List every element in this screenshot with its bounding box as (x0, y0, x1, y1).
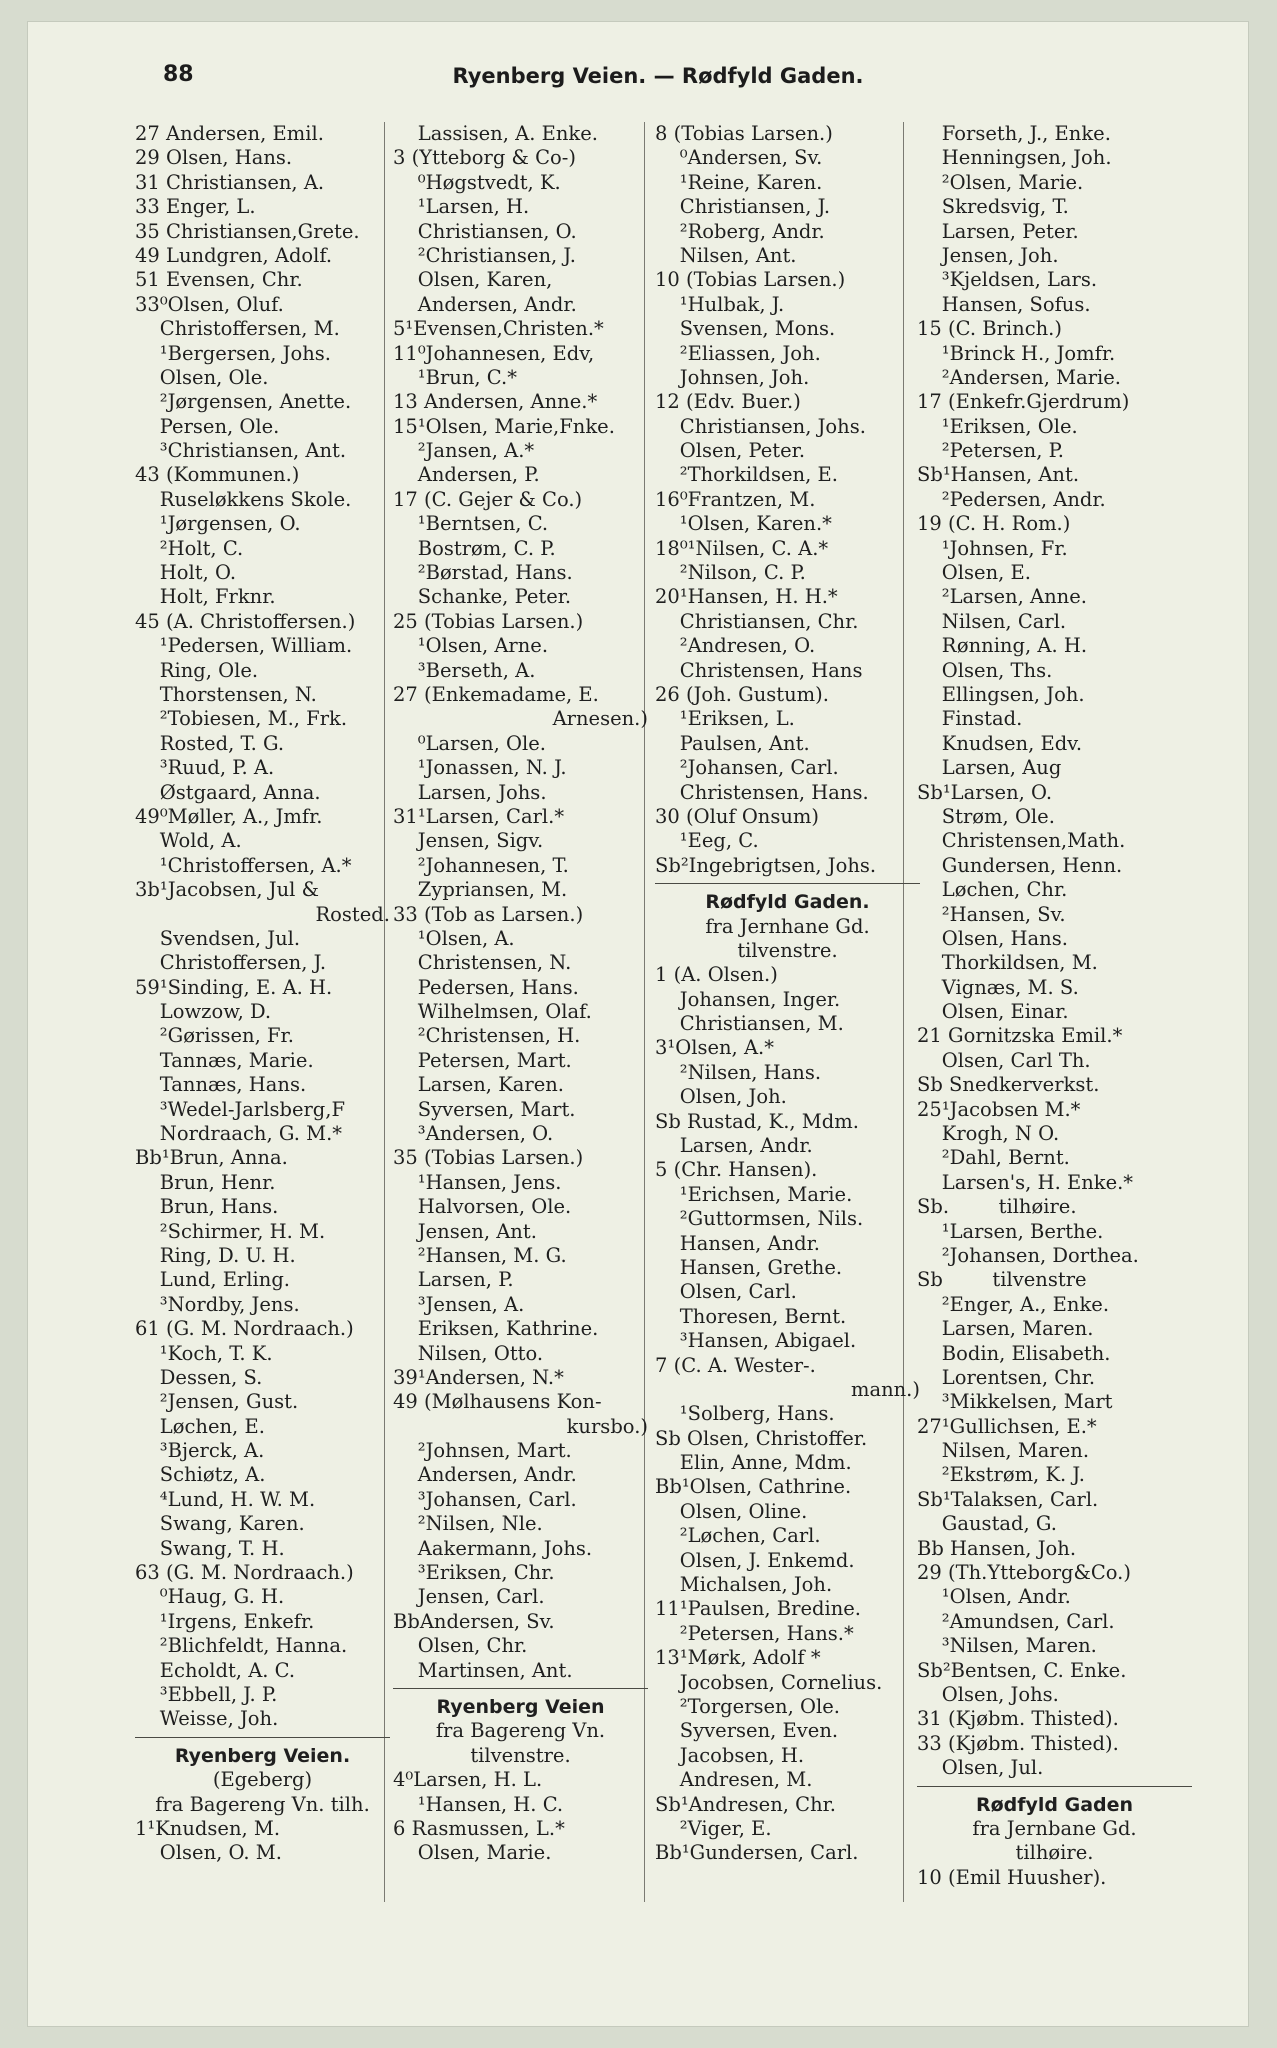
directory-entry: ²Petersen, Hans.* (655, 1621, 854, 1645)
directory-entry: Jensen, Carl. (393, 1585, 545, 1609)
running-title: Ryenberg Veien. — Rødfyld Gaden. (452, 64, 864, 88)
directory-entry: Thoresen, Bernt. (655, 1304, 847, 1328)
directory-entry: Andresen, M. (655, 1768, 813, 1792)
directory-entry: ³Ruud, P. A. (135, 756, 275, 780)
directory-entry: Brun, Henr. (135, 1170, 276, 1194)
directory-entry: Hansen, Grethe. (655, 1255, 843, 1279)
directory-entry: Bb¹Olsen, Cathrine. (655, 1475, 852, 1499)
directory-entry: 4⁰Larsen, H. L. (393, 1768, 543, 1792)
directory-entry: ²Petersen, P. (917, 439, 1064, 463)
directory-entry: ³Berseth, A. (393, 658, 536, 682)
directory-entry: ²Løchen, Carl. (655, 1524, 821, 1548)
directory-entry: ²Viger, E. (655, 1816, 772, 1840)
directory-entry: 15¹Olsen, Marie,Fnke. (393, 414, 615, 438)
directory-entry: 3¹Olsen, A.* (655, 1036, 774, 1060)
directory-entry: 31 Christiansen, A. (135, 170, 325, 194)
directory-entry: ³Bjerck, A. (135, 1439, 265, 1463)
directory-entry: Sb¹Talaksen, Carl. (917, 1487, 1099, 1511)
directory-entry: Larsen, Johs. (393, 780, 547, 804)
directory-entry: 25 (Tobias Larsen.) (393, 609, 584, 633)
directory-entry: Løchen, E. (135, 1414, 265, 1438)
directory-entry: tilhøire. (1015, 1841, 1094, 1865)
directory-entry: ²Guttormsen, Nils. (655, 1207, 864, 1231)
directory-entry: Larsen, Peter. (917, 219, 1079, 243)
directory-entry: 51 Evensen, Chr. (135, 268, 303, 292)
directory-entry: ¹Olsen, A. (393, 926, 515, 950)
directory-entry: Olsen, Joh. (655, 1085, 787, 1109)
directory-entry: ²Jørgensen, Anette. (135, 390, 352, 414)
directory-entry: ¹Irgens, Enkefr. (135, 1609, 315, 1633)
directory-entry: 27¹Gullichsen, E.* (917, 1414, 1097, 1438)
directory-entry: Larsen, Maren. (917, 1317, 1094, 1341)
directory-entry: 45 (A. Christoffersen.) (135, 609, 356, 633)
directory-entry: ²Nilson, C. P. (655, 561, 806, 585)
directory-entry: Nilsen, Ant. (655, 243, 797, 267)
directory-entry: Sb¹Andresen, Chr. (655, 1792, 837, 1816)
directory-entry: Ring, D. U. H. (135, 1243, 296, 1267)
directory-entry: 13 Andersen, Anne.* (393, 390, 598, 414)
directory-entry: ²Amundsen, Carl. (917, 1609, 1115, 1633)
directory-entry: ²Eliassen, Joh. (655, 341, 821, 365)
directory-entry: ¹Hansen, H. C. (393, 1792, 564, 1816)
directory-entry: 27 (Enkemadame, E. (393, 682, 599, 706)
directory-entry: Jensen, Joh. (917, 243, 1059, 267)
directory-entry: Persen, Ole. (135, 414, 280, 438)
directory-entry: ¹Larsen, H. (393, 195, 530, 219)
directory-entry: ²Johannesen, T. (393, 853, 569, 877)
directory-entry: ²Nilsen, Nle. (393, 1512, 543, 1536)
directory-entry: Weisse, Joh. (135, 1707, 279, 1731)
directory-entry: ¹Reine, Karen. (655, 170, 823, 194)
directory-entry: kursbo.) (566, 1414, 648, 1438)
directory-entry: Holt, O. (135, 561, 237, 585)
directory-entry: Olsen, Oline. (655, 1499, 808, 1523)
directory-entry: 59¹Sinding, E. A. H. (135, 975, 333, 999)
directory-entry: Bb¹Brun, Anna. (135, 1146, 288, 1170)
directory-entry: Olsen, O. M. (135, 1841, 282, 1865)
directory-entry: Lund, Erling. (135, 1268, 291, 1292)
directory-entry: ²Enger, A., Enke. (917, 1292, 1110, 1316)
directory-entry: Dessen, S. (135, 1365, 263, 1389)
directory-entry: ²Holt, C. (135, 536, 244, 560)
directory-entry: Finstad. (917, 707, 1023, 731)
directory-entry: Sb Olsen, Christoffer. (655, 1426, 868, 1450)
directory-entry: ²Pedersen, Andr. (917, 487, 1106, 511)
directory-entry: Wilhelmsen, Olaf. (393, 1000, 592, 1024)
directory-entry: Tannæs, Hans. (135, 1073, 307, 1097)
directory-entry: Løchen, Chr. (917, 878, 1068, 902)
directory-entry: Wold, A. (135, 829, 242, 853)
directory-entry: 25¹Jacobsen M.* (917, 1097, 1081, 1121)
directory-entry: Andersen, Andr. (393, 1463, 577, 1487)
directory-entry: Olsen, Karen, (393, 268, 553, 292)
directory-entry: 30 (Oluf Onsum) (655, 804, 820, 828)
directory-entry: ²Thorkildsen, E. (655, 463, 838, 487)
directory-entry: Rosted. (315, 902, 390, 926)
directory-entry: Østgaard, Anna. (135, 780, 321, 804)
directory-entry: ¹Jørgensen, O. (135, 512, 301, 536)
directory-entry: Brun, Hans. (135, 1195, 279, 1219)
directory-entry: Christiansen, Johs. (655, 414, 866, 438)
directory-entry: ²Torgersen, Ole. (655, 1695, 840, 1718)
directory-entry: Andersen, P. (393, 463, 540, 487)
directory-entry: 1¹Knudsen, M. (135, 1816, 281, 1840)
directory-entry: 33 (Kjøbm. Thisted). (917, 1731, 1119, 1755)
directory-entry: Sb Rustad, K., Mdm. (655, 1109, 859, 1133)
directory-entry: ¹Olsen, Arne. (393, 634, 549, 658)
directory-entry: Jensen, Sigv. (393, 829, 544, 853)
directory-entry: 33 (Tob as Larsen.) (393, 902, 584, 926)
directory-entry: Christiansen, O. (393, 219, 577, 243)
directory-entry: ²Christiansen, J. (393, 243, 576, 267)
directory-entry: ³Johansen, Carl. (393, 1487, 577, 1511)
directory-entry: fra Jernbane Gd. (972, 1816, 1137, 1840)
directory-entry: Larsen, Karen. (393, 1073, 565, 1097)
directory-entry: Jensen, Ant. (393, 1219, 537, 1243)
directory-entry: 33⁰Olsen, Oluf. (135, 292, 284, 316)
directory-entry: 20¹Hansen, H. H.* (655, 585, 838, 609)
directory-entry: Johansen, Inger. (655, 987, 841, 1011)
directory-entry: ²Andresen, O. (655, 634, 816, 658)
column-4 (917, 122, 1192, 1890)
directory-entry: mann.) (850, 1377, 920, 1401)
directory-entry: Paulsen, Ant. (655, 731, 810, 755)
directory-entry: Nilsen, Carl. (917, 609, 1067, 633)
directory-entry: 17 (C. Gejer & Co.) (393, 487, 583, 511)
directory-entry: ³Hansen, Abigael. (655, 1329, 857, 1353)
directory-entry: 5¹Evensen,Christen.* (393, 317, 604, 341)
directory-entry: Aakermann, Johs. (393, 1536, 593, 1560)
directory-entry: ²Jensen, Gust. (135, 1390, 299, 1414)
section-rule (135, 1732, 390, 1744)
directory-entry: Sb¹Hansen, Ant. (917, 463, 1080, 487)
directory-entry: 3b¹Jacobsen, Jul & (135, 878, 319, 902)
directory-entry: Henningsen, Joh. (917, 146, 1112, 170)
column-2 (393, 122, 648, 1866)
directory-entry: 29 (Th.Ytteborg&Co.) (917, 1561, 1131, 1585)
street-heading: Rødfyld Gaden. (705, 891, 870, 914)
directory-entry: Zypriansen, M. (393, 878, 568, 902)
directory-entry: ¹Olsen, Andr. (917, 1585, 1071, 1609)
directory-entry: Sb²Ingebrigtsen, Johs. (655, 853, 877, 877)
directory-entry: 21 Gornitzska Emil.* (917, 1024, 1123, 1048)
directory-entry: ²Christensen, H. (393, 1024, 581, 1048)
directory-entry: Thorstensen, N. (135, 682, 317, 706)
directory-entry: Sb. tilhøire. (917, 1195, 1077, 1219)
directory-entry: ²Blichfeldt, Hanna. (135, 1634, 348, 1658)
directory-entry: 7 (C. A. Wester-. (655, 1353, 816, 1377)
section-rule (655, 878, 920, 890)
directory-entry: 63 (G. M. Nordraach.) (135, 1561, 354, 1585)
directory-entry: Andersen, Andr. (393, 292, 577, 316)
directory-entry: ³Mikkelsen, Mart (917, 1390, 1113, 1414)
directory-entry: Lowzow, D. (135, 1000, 272, 1024)
page-number: 88 (163, 62, 194, 87)
directory-entry: Vignæs, M. S. (917, 975, 1079, 999)
directory-entry: Olsen, Johs. (917, 1683, 1059, 1706)
directory-entry: 19 (C. H. Rom.) (917, 512, 1071, 536)
directory-entry: ¹Eriksen, Ole. (917, 414, 1078, 438)
directory-entry: Olsen, J. Enkemd. (655, 1548, 855, 1572)
directory-entry: 31¹Larsen, Carl.* (393, 804, 565, 828)
directory-entry: Arnesen.) (552, 707, 648, 731)
directory-entry: 16⁰Frantzen, M. (655, 487, 816, 511)
directory-entry: ¹Eeg, C. (655, 829, 759, 853)
directory-entry: Petersen, Mart. (393, 1048, 572, 1072)
directory-entry: 43 (Kommunen.) (135, 463, 300, 487)
directory-entry: ²Roberg, Andr. (655, 219, 825, 243)
directory-entry: ¹Jonassen, N. J. (393, 756, 567, 780)
directory-entry: Olsen, Peter. (655, 439, 806, 463)
directory-entry: 35 (Tobias Larsen.) (393, 1146, 584, 1170)
directory-entry: ²Olsen, Marie. (917, 170, 1084, 194)
directory-entry: Christensen, Hans (655, 658, 863, 682)
directory-entry: 49 Lundgren, Adolf. (135, 243, 333, 267)
directory-entry: 33 Enger, L. (135, 195, 256, 219)
directory-entry: Syversen, Even. (655, 1719, 839, 1743)
directory-entry: tilvenstre. (470, 1743, 571, 1767)
directory-entry: ²Andersen, Marie. (917, 365, 1121, 389)
directory-entry: ⁰Andersen, Sv. (655, 146, 823, 170)
directory-entry: Christiansen, J. (655, 195, 831, 219)
directory-entry: Schiøtz, A. (135, 1463, 266, 1487)
directory-entry: Syversen, Mart. (393, 1097, 576, 1121)
directory-entry: Thorkildsen, M. (917, 951, 1098, 975)
directory-entry: ²Nilsen, Hans. (655, 1060, 822, 1084)
directory-entry: ¹Brun, C.* (393, 365, 517, 389)
directory-entry: tilvenstre. (737, 938, 838, 962)
directory-entry: 11¹Paulsen, Bredine. (655, 1597, 862, 1621)
directory-entry: Olsen, Ole. (135, 365, 269, 389)
directory-entry: Gundersen, Henn. (917, 853, 1123, 877)
column-3 (655, 122, 920, 1866)
directory-entry: Ring, Ole. (135, 658, 259, 682)
directory-entry: Rosted, T. G. (135, 731, 285, 755)
directory-entry: Olsen, Ths. (917, 658, 1053, 682)
directory-entry: Christensen, Hans. (655, 780, 869, 804)
directory-entry: ²Johansen, Dorthea. (917, 1243, 1139, 1267)
directory-entry: Larsen, Andr. (655, 1134, 813, 1158)
directory-entry: 13¹Mørk, Adolf * (655, 1646, 821, 1670)
directory-entry: 1 (A. Olsen.) (655, 963, 778, 987)
directory-entry: Christensen,Math. (917, 829, 1126, 853)
directory-entry: ²Schirmer, H. M. (135, 1219, 326, 1243)
directory-entry: ²Gørissen, Fr. (135, 1024, 294, 1048)
directory-entry: Gaustad, G. (917, 1512, 1057, 1536)
directory-entry: Hansen, Andr. (655, 1231, 820, 1255)
directory-entry: ¹Pedersen, William. (135, 634, 353, 658)
directory-entry: ³Nordby, Jens. (135, 1292, 300, 1316)
directory-entry: Olsen, Jul. (917, 1756, 1044, 1780)
street-heading: Ryenberg Veien (436, 1696, 605, 1718)
directory-entry: Jocobsen, Cornelius. (655, 1670, 883, 1694)
directory-entry: 11⁰Johannesen, Edv, (393, 341, 595, 365)
directory-entry: fra Bagereng Vn. tilh. (155, 1792, 370, 1816)
directory-entry: ¹Erichsen, Marie. (655, 1182, 853, 1206)
directory-entry: Knudsen, Edv. (917, 731, 1083, 755)
directory-entry: 5 (Chr. Hansen). (655, 1158, 818, 1182)
directory-entry: fra Bagereng Vn. (435, 1719, 606, 1743)
directory-entry: ²Børstad, Hans. (393, 561, 573, 585)
directory-entry: Nilsen, Otto. (393, 1341, 544, 1365)
directory-entry: ³Andersen, O. (393, 1122, 554, 1146)
directory-entry: 61 (G. M. Nordraach.) (135, 1317, 354, 1341)
directory-entry: Olsen, Carl. (655, 1280, 797, 1304)
directory-entry: Krogh, N O. (917, 1122, 1060, 1146)
directory-entry: Olsen, Hans. (917, 926, 1068, 950)
directory-entry: ¹Solberg, Hans. (655, 1402, 835, 1426)
directory-entry: Halvorsen, Ole. (393, 1195, 572, 1219)
directory-entry: ⁰Larsen, Ole. (393, 731, 546, 755)
directory-entry: Olsen, E. (917, 561, 1031, 585)
directory-entry: 49⁰Møller, A., Jmfr. (135, 804, 323, 828)
directory-entry: ¹Larsen, Berthe. (917, 1219, 1104, 1243)
directory-entry: Christoffersen, M. (135, 317, 340, 341)
directory-entry: 35 Christiansen,Grete. (135, 219, 360, 243)
street-heading: Rødfyld Gaden (975, 1793, 1134, 1816)
directory-entry: Lorentsen, Chr. (917, 1365, 1096, 1389)
column-1 (135, 122, 390, 1866)
directory-entry: ¹Brinck H., Jomfr. (917, 341, 1116, 365)
directory-entry: Larsen's, H. Enke.* (917, 1170, 1134, 1194)
directory-entry: Sb Snedkerverkst. (917, 1073, 1100, 1097)
directory-entry: 31 (Kjøbm. Thisted). (917, 1707, 1119, 1731)
directory-entry: Olsen, Chr. (393, 1634, 528, 1658)
directory-entry: Nordraach, G. M.* (135, 1122, 343, 1146)
directory-entry: 8 (Tobias Larsen.) (655, 122, 833, 145)
directory-entry: Nilsen, Maren. (917, 1439, 1090, 1463)
directory-entry: ²Johansen, Carl. (655, 756, 839, 780)
directory-entry: ¹Berntsen, C. (393, 512, 549, 536)
directory-entry: Jacobsen, H. (655, 1743, 805, 1767)
directory-entry: Christiansen, M. (655, 1012, 844, 1036)
directory-entry: Tannæs, Marie. (135, 1048, 314, 1072)
directory-entry: 18⁰¹Nilsen, C. A.* (655, 536, 829, 560)
page-header (28, 62, 1248, 102)
directory-entry: ¹Koch, T. K. (135, 1341, 273, 1365)
directory-entry: Larsen, Aug (917, 756, 1062, 780)
directory-entry: Eriksen, Kathrine. (393, 1317, 599, 1341)
directory-entry: 6 Rasmussen, L.* (393, 1816, 565, 1840)
section-rule (917, 1781, 1192, 1793)
directory-entry: Hansen, Sofus. (917, 292, 1091, 316)
directory-entry: 15 (C. Brinch.) (917, 317, 1062, 341)
directory-entry: Bostrøm, C. P. (393, 536, 556, 560)
directory-entry: ¹Olsen, Karen.* (655, 512, 832, 536)
directory-entry: Ruseløkkens Skole. (135, 487, 352, 511)
directory-entry: Echoldt, A. C. (135, 1658, 296, 1682)
directory-entry: 29 Olsen, Hans. (135, 146, 293, 170)
directory-entry: 3 (Ytteborg & Co-) (393, 146, 576, 170)
directory-entry: 26 (Joh. Gustum). (655, 682, 829, 706)
directory-entry: Olsen, Carl Th. (917, 1048, 1091, 1072)
directory-entry: ²Ekstrøm, K. J. (917, 1463, 1085, 1487)
directory-entry: Ellingsen, Joh. (917, 682, 1085, 706)
directory-entry: BbAndersen, Sv. (393, 1609, 555, 1633)
directory-entry: ²Jansen, A.* (393, 439, 535, 463)
directory-entry: ³Wedel-Jarlsberg,F (135, 1097, 346, 1121)
directory-entry: ³Jensen, A. (393, 1292, 525, 1316)
directory-entry: ²Hansen, M. G. (393, 1243, 567, 1267)
directory-entry: ⁴Lund, H. W. M. (135, 1487, 316, 1511)
directory-entry: Michalsen, Joh. (655, 1573, 833, 1597)
directory-entry: Elin, Anne, Mdm. (655, 1451, 852, 1475)
directory-entry: Christoffersen, J. (135, 951, 327, 975)
directory-entry: ³Nilsen, Maren. (917, 1634, 1097, 1658)
directory-entry: ¹Hulbak, J. (655, 292, 785, 316)
directory-entry: Olsen, Einar. (917, 1000, 1069, 1024)
directory-entry: Sb¹Larsen, O. (917, 780, 1053, 804)
directory-entry: Holt, Frknr. (135, 585, 276, 609)
directory-entry: Swang, T. H. (135, 1536, 285, 1560)
directory-entry: Forseth, J., Enke. (917, 122, 1111, 145)
directory-entry: ¹Christoffersen, A.* (135, 853, 352, 877)
directory-entry: 27 Andersen, Emil. (135, 122, 324, 145)
directory-entry: ²Larsen, Anne. (917, 585, 1087, 609)
directory-entry: 10 (Emil Huusher). (917, 1865, 1107, 1889)
directory-entry: Skredsvig, T. (917, 195, 1069, 219)
directory-entry: ²Tobiesen, M., Frk. (135, 707, 348, 731)
directory-entry: Bb¹Gundersen, Carl. (655, 1841, 859, 1865)
directory-entry: ³Kjeldsen, Lars. (917, 268, 1098, 292)
directory-entry: Svendsen, Jul. (135, 926, 301, 950)
directory-entry: ³Ebbell, J. P. (135, 1683, 278, 1706)
directory-entry: (Egeberg) (212, 1768, 313, 1792)
directory-entry: ²Dahl, Bernt. (917, 1146, 1070, 1170)
directory-entry: 17 (Enkefr.Gjerdrum) (917, 390, 1130, 414)
directory-entry: ²Hansen, Sv. (917, 902, 1066, 926)
directory-entry: Rønning, A. H. (917, 634, 1088, 658)
directory-entry: ¹Eriksen, L. (655, 707, 795, 731)
directory-entry: Schanke, Peter. (393, 585, 572, 609)
directory-entry: ¹Bergersen, Johs. (135, 341, 331, 365)
directory-entry: fra Jernhane Gd. (705, 914, 870, 938)
directory-entry: 10 (Tobias Larsen.) (655, 268, 846, 292)
directory-entry: 12 (Edv. Buer.) (655, 390, 801, 414)
directory-entry: Christiansen, Chr. (655, 609, 859, 633)
directory-entry: Christensen, N. (393, 951, 572, 975)
directory-entry: ³Eriksen, Chr. (393, 1561, 555, 1585)
directory-entry: Bb Hansen, Joh. (917, 1536, 1077, 1560)
directory-entry: Sb²Bentsen, C. Enke. (917, 1658, 1127, 1682)
directory-entry: Martinsen, Ant. (393, 1658, 573, 1682)
directory-entry: Bodin, Elisabeth. (917, 1341, 1111, 1365)
directory-entry: ¹Hansen, Jens. (393, 1170, 562, 1194)
directory-entry: Svensen, Mons. (655, 317, 836, 341)
directory-entry: Swang, Karen. (135, 1512, 305, 1536)
directory-entry: Pedersen, Hans. (393, 975, 579, 999)
directory-entry: ²Johnsen, Mart. (393, 1439, 572, 1463)
directory-entry: ¹Johnsen, Fr. (917, 536, 1068, 560)
directory-entry: Sb tilvenstre (917, 1268, 1087, 1292)
street-heading: Ryenberg Veien. (174, 1744, 351, 1767)
directory-entry: Johnsen, Joh. (655, 365, 810, 389)
directory-entry: ³Christiansen, Ant. (135, 439, 347, 463)
directory-entry: ⁰Høgstvedt, K. (393, 170, 561, 194)
directory-entry: Lassisen, A. Enke. (393, 122, 598, 145)
directory-entry: Olsen, Marie. (393, 1841, 552, 1865)
section-rule (393, 1683, 648, 1695)
directory-entry: Larsen, P. (393, 1268, 514, 1292)
directory-entry: 39¹Andersen, N.* (393, 1365, 564, 1389)
directory-entry: 49 (Mølhausens Kon- (393, 1390, 602, 1414)
directory-entry: ⁰Haug, G. H. (135, 1585, 285, 1609)
directory-entry: Strøm, Ole. (917, 804, 1055, 828)
